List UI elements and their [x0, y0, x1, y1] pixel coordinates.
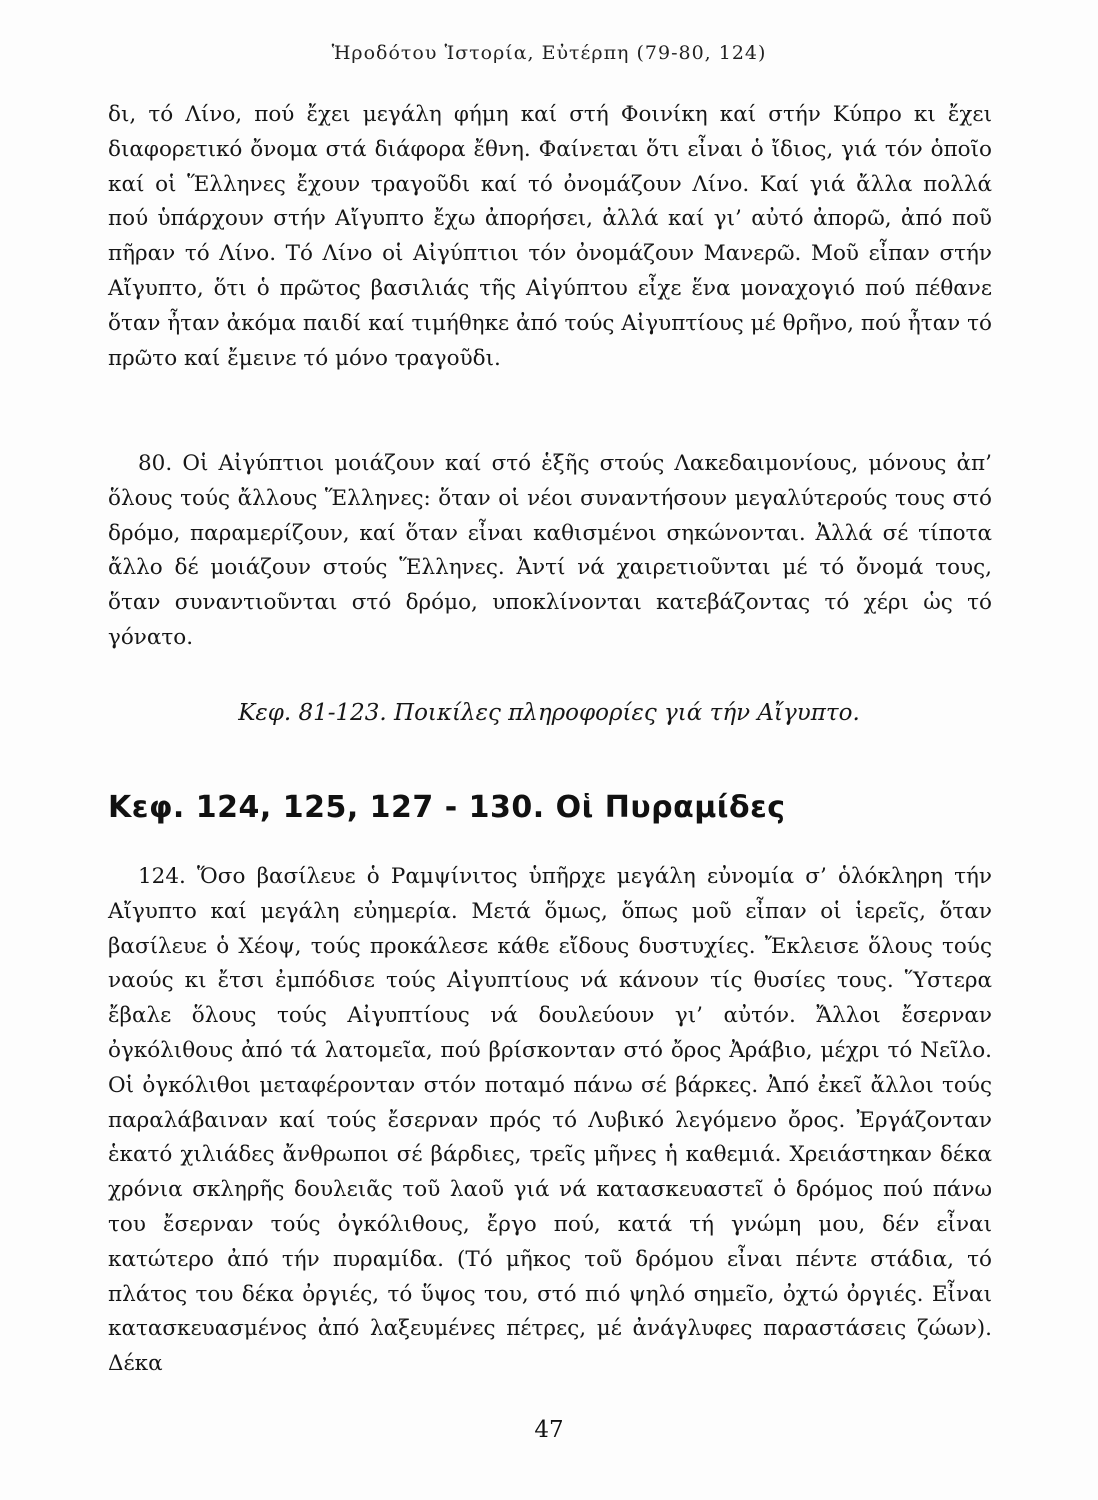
section-title: Κεφ. 124, 125, 127 - 130. Οἱ Πυραμίδες — [108, 790, 786, 825]
paragraph-79-end: δι, τό Λίνο, πού ἔχει μεγάλη φήμη καί στή Φοινίκη καί στήν Κύπρο κι ἔχει διαφορετικό ὄνομα στά διάφορα ἔθνη. Φαίνεται ὅτι εἶναι ὁ ἴδιος, γιά τόν ὁποῖο καί οἱ Ἕλληνες ἔχουν τραγοῦδι καί τό ὀνομάζουν Λίνο. Καί γιά ἄλλα πολλά πού ὑπάρχουν στήν Αἴγυπτο ἔχω ἀπορήσει, ἀλλά καί γι’ αὐτό ἀπορῶ, ἀπό ποῦ πῆραν τό Λίνο. Τό Λίνο οἱ Αἰγύπτιοι τόν ὀνομάζουν Μανερῶ. Μοῦ εἶπαν στήν Αἴγυπτο, ὅτι ὁ πρῶτος βασιλιάς τῆς Αἰγύπτου εἶχε ἕνα μοναχογιό πού πέθανε ὅταν ἦταν ἀκόμα παιδί καί τιμήθηκε ἀπό τούς Αἰγυπτίους μέ θρῆνο, πού ἦταν τό πρῶτο καί ἔμεινε τό μόνο τραγοῦδι. — [108, 102, 992, 371]
paragraph-80: 80. Οἱ Αἰγύπτιοι μοιάζουν καί στό ἑξῆς στούς Λακεδαιμονίους, μόνους ἀπ’ ὅλους τούς ἄλλους Ἕλληνες: ὅταν οἱ νέοι συναντήσουν μεγαλύτερούς τους στό δρόμο, παραμερίζουν, καί ὅταν εἶναι καθισμένοι σηκώνονται. Ἀλλά σέ τίποτα ἄλλο δέ μοιάζουν στούς Ἕλληνες. Ἀντί νά χαιρετιοῦνται μέ τό ὄνομά τους, ὅταν συναντιοῦνται στό δρόμο, υποκλίνονται κατεβάζοντας τό χέρι ὡς τό γόνατο. — [108, 451, 992, 650]
running-head: Ἡροδότου Ἱστορία, Εὐτέρπη (79-80, 124) — [331, 42, 767, 64]
page-number: 47 — [534, 1417, 564, 1443]
chapter-subheading: Κεφ. 81-123. Ποικίλες πληροφορίες γιά τήν Αἴγυπτο. — [238, 700, 860, 726]
paragraph-124: 124. Ὅσο βασίλευε ὁ Ραμψίνιτος ὑπῆρχε μεγάλη εὐνομία σ’ ὁλόκληρη τήν Αἴγυπτο καί μεγάλη εὐημερία. Μετά ὅμως, ὅπως μοῦ εἶπαν οἱ ἱερεῖς, ὅταν βασίλευε ὁ Χέοψ, τούς προκάλεσε κάθε εἴδους δυστυχίες. Ἔκλεισε ὅλους τούς ναούς κι ἔτσι ἐμπόδισε τούς Αἰγυπτίους νά κάνουν τίς θυσίες τους. Ὕστερα ἔβαλε ὅλους τούς Αἰγυπτίους νά δουλεύουν γι’ αὐτόν. Ἄλλοι ἔσερναν ὀγκόλιθους ἀπό τά λατομεῖα, πού βρίσκονταν στό ὄρος Ἀράβιο, μέχρι τό Νεῖλο. Οἱ ὀγκόλιθοι μεταφέρονταν στόν ποταμό πάνω σέ βάρκες. Ἀπό ἐκεῖ ἄλλοι τούς παραλάβαιναν καί τούς ἔσερναν πρός τό Λυβικό λεγόμενο ὄρος. Ἐργάζονταν ἑκατό χιλιάδες ἄνθρωποι σέ βάρδιες, τρεῖς μῆνες ἡ καθεμιά. Χρειάστηκαν δέκα χρόνια σκληρῆς δουλειᾶς τοῦ λαοῦ γιά νά κατασκευαστεῖ ὁ δρόμος πού πάνω του ἔσερναν τούς ὀγκόλιθους, ἔργο πού, κατά τή γνώμη μου, δέν εἶναι κατώτερο ἀπό τήν πυραμίδα. (Τό μῆκος τοῦ δρόμου εἶναι πέντε στάδια, τό πλάτος του δέκα ὀργιές, τό ὕψος του, στό πιό ψηλό σημεῖο, ὀχτώ ὀργιές. Εἶναι κατασκευασμένος ἀπό λαξευμένες πέτρες, μέ ἀνάγλυφες παραστάσεις ζώων). Δέκα — [108, 864, 992, 1377]
